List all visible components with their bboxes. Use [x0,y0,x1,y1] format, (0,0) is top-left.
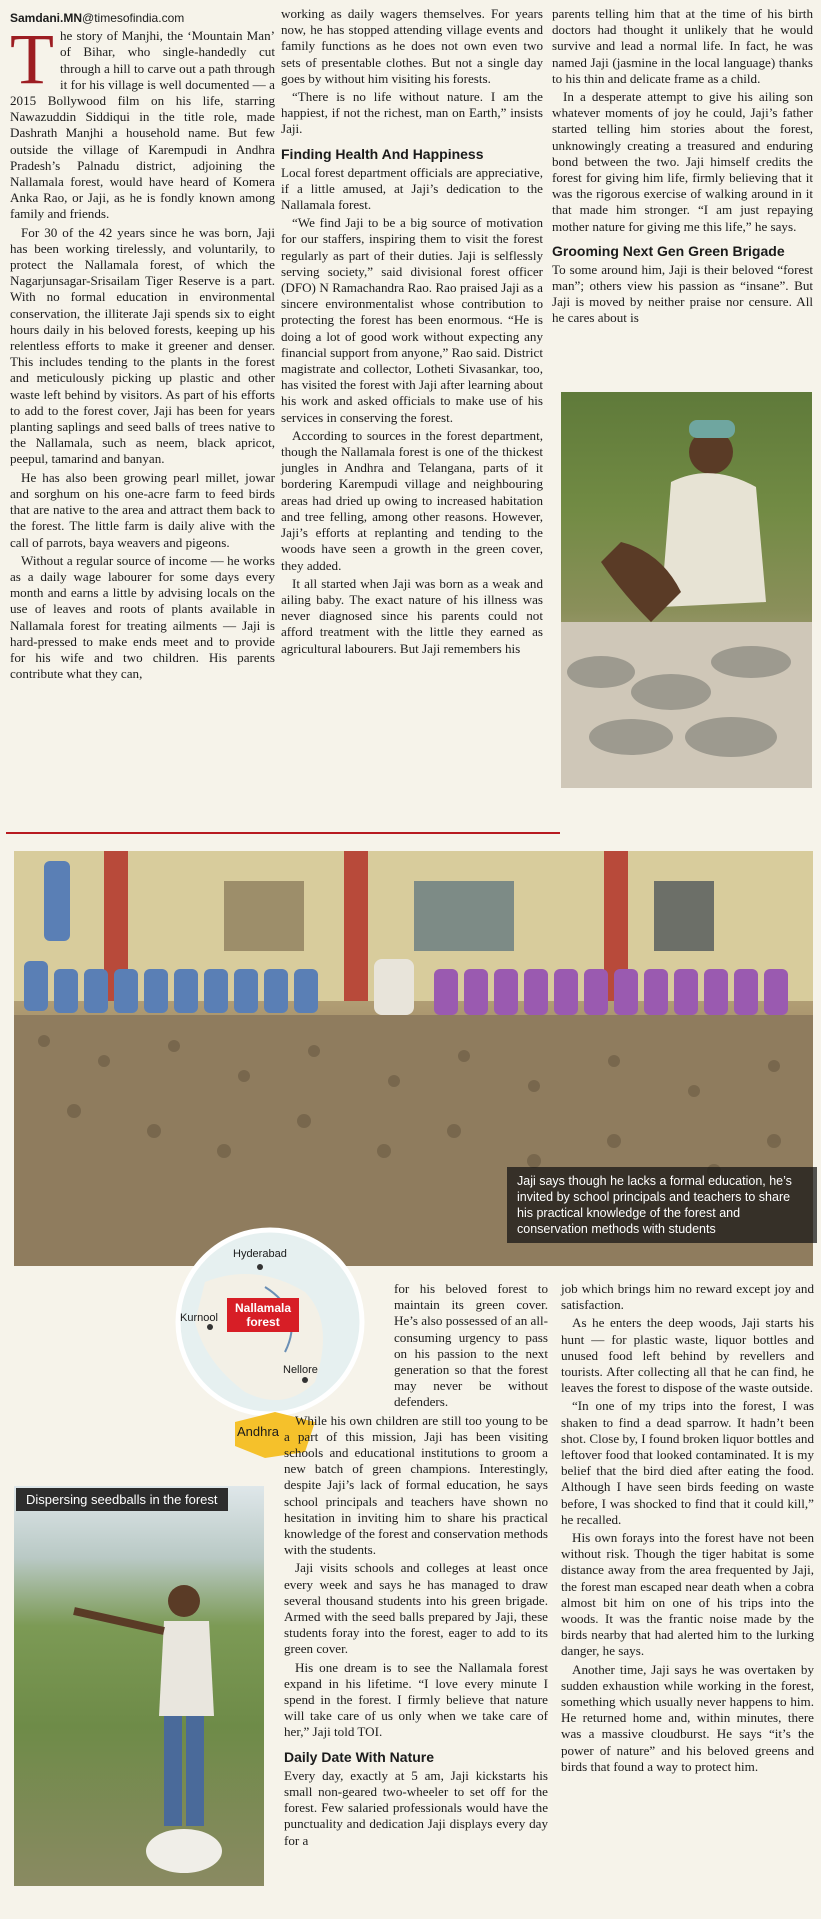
paragraph: job which brings him no reward except joy and satisfaction. [561,1281,814,1313]
photo-caption: Jaji says though he lacks a formal education, he’s invited by school principals and teachers to share his practical knowledge of the forest and conservation methods with students [507,1167,817,1243]
portrait-illustration [561,392,812,788]
paragraph: “There is no life without nature. I am the happiest, if not the richest, man on Earth,” insists Jaji. [281,89,543,137]
paragraph: His one dream is to see the Nallamala forest expand in his lifetime. “I love every minute I spend in the forest. I firmly believe that nature will take care of us only when we take care of her,” Jaji told TOI. [284,1659,548,1740]
paragraph: Without a regular source of income — he works as a daily wage labourer for some days every month and earns a little by advising locals on the use of leaves and roots of plants available in Nallamala forest for treating ailments — Jaji is hard-pressed to make ends meet and to provide for his wife and two children. His parents contribute what they can, [10,552,275,682]
paragraph: Jaji visits schools and colleges at least once every week and says he has managed to draw several thousand students into his green brigade. Armed with the seed balls prepared by Jaji, these students foray into the forest, eager to add to its green cover. [284,1560,548,1657]
drop-cap: T [10,19,54,100]
paragraph: Local forest department officials are appreciative, if a little amused, at Jaji’s dedication to the Nallamala forest. [281,164,543,213]
paragraph: He has also been growing pearl millet, jowar and sorghum on his one-acre farm to feed birds that are native to the area and attract them back to the forest. The little farm is daily alive with the call of parrots, baya weavers and pigeons. [10,469,275,550]
article-column-2 [281,6,543,659]
forest-label-line1: Nallamala [235,1301,292,1315]
paragraph: In a desperate attempt to give his ailing son whatever moments of joy he could, Jaji’s father started telling him stories about the forest, unknowingly creating a treasured and enduring bond between the two. Jaji himself credits the forest for giving him life, firmly believing that it was the rigorous exercise of walking around in it that made him stronger. “I am just repaying mother nature for giving me this life,” he says. [552,89,813,234]
photo-jaji-with-seedballs [561,392,812,788]
paragraph: It all started when Jaji was born as a weak and ailing baby. The exact nature of his illness was never diagnosed since his parents could not afford treatment with the little they earned as agricultural labourers. But Jaji remembers his [281,575,543,656]
paragraph: “We find Jaji to be a big source of motivation for our staffers, inspiring them to visit the forest regularly as part of their duties. Jaji is selflessly serving society,” said divisional forest officer (DFO) N Ramachandra Rao. Rao praised Jaji as a sincere environmentalist whose contribution to protecting the forest has been enormous. “He is doing a lot of good work without expecting any financial support from anyone,” Rao said. District magistrate and collector, Lotheti Sivasankar, too, has visited the forest with Jaji after learning about his work and asked officials to make use of his services in conserving the forest. [281,215,543,425]
paragraph: According to sources in the forest department, though the Nallamala forest is one of the thickest jungles in Andhra and Telangana, parts of it bordering Karempudi village and neighbouring areas had dried up owing to increased habitation and tree felling, among other reasons. However, Jaji’s efforts at replanting and tending to the woods have seen a growth in the green cover, they added. [281,427,543,573]
map-label-andhra: Andhra [237,1424,279,1439]
paragraph: To some around him, Jaji is their beloved “forest man”; others view his passion as “insane”. But Jaji is moved by neither praise nor censure. All he cares about is [552,261,813,326]
photo-label: Dispersing seedballs in the forest [16,1488,228,1511]
paragraph: While his own children are still too young to be a part of this mission, Jaji has been visiting schools and educational institutions to groom a new batch of green champions. Interestingly, despite Jaji’s lack of formal education, he says school principals and teachers have shown no hesitation in inviting him to share his practical knowledge of the forest and conservation methods with the students. [284,1412,548,1558]
article-column-3 [552,6,813,329]
paragraph: His own forays into the forest have not been without risk. Though the tiger habitat is some distance away from the area frequented by Jaji, the forest man escaped near death when a cobra almost bit him on one of his trips into the woods. It was the frantic noise made by the birds nearby that had alerted him to the lurking danger, he says. [561,1530,814,1659]
article-column-1 [10,10,275,684]
paragraph: “In one of my trips into the forest, I was shaken to find a dead sparrow. It hadn’t been shot. Close by, I found broken liquor bottles and leftover food that looked contaminated. It is my belief that the bird died after eating the food. Although I have seen birds feeding on waste before, I was shocked to find that it could kill,” he recalled. [561,1398,814,1527]
map-label-kurnool: Kurnool [180,1312,218,1324]
article-column-4 [284,1281,548,1851]
map-label-hyderabad: Hyderabad [233,1248,287,1260]
article-column-5 [561,1281,814,1777]
paragraph: Another time, Jaji says he was overtaken by sudden exhaustion while working in the forest, something which usually never happens to him. He returned home and, within minutes, there was a massive cloudburst. He says “it’s the power of nature” and his beloved greens and birds that found a way to protect him. [561,1661,814,1774]
paragraph: For 30 of the 42 years since he was born, Jaji has been working tirelessly, and voluntarily, to protect the Nallamala forest, of which the Nagarjunsagar-Srisailam Tiger Reserve is a part. With no formal education in environmental conservation, the illiterate Jaji spends six to eight hours daily in his beloved forests, keeping up his relentless efforts to make it greener and denser. This includes tending to the plants in the forest and meticulously picking up plastic and other waste left behind by visitors. As part of his efforts to add to the forest cover, Jaji has been for years planting saplings and seed balls of trees native to the Nallamala, such as neem, black apricot, peepul, tamarind and banyan. [10,224,275,467]
section-heading: Daily Date With Nature [284,1748,435,1765]
section-heading: Finding Health And Happiness [281,145,484,162]
paragraph: working as daily wagers themselves. For years now, he has stopped attending village events and family functions as he does not own even two sets of presentable clothes. But not a single day goes by without him visiting his forests. [281,6,543,86]
byline: Samdani.MN@timesofindia.com [10,11,185,25]
lead-paragraph: The story of Manjhi, the ‘Mountain Man’ of Bihar, who single-handedly cut through a hill to carve out a path through it for his village is well documented — a 2015 Bollywood film on his life, starring Nawazuddin Siddiqui in the title role, made Dashrath Manjhi a household name. But few outside the village of Karempudi in Andhra Pradesh’s Palnadu district, adjoining the Nallamala forest, would have heard of Komera Anka Rao, or Jaji, as he is fondly known among family and friends. [10,19,275,222]
divider-rule [6,832,560,834]
seedball-man-illustration [14,1486,264,1886]
map-label-nellore: Nellore [283,1364,318,1376]
paragraph: parents telling him that at the time of his birth doctors had thought it unlikely that he would survive and lead a normal life. In fact, he was named Jaji (jasmine in the local language) thanks to his thin and delicate frame as a child. [552,6,813,86]
forest-label-line2: forest [246,1315,280,1329]
section-heading: Grooming Next Gen Green Brigade [552,242,785,259]
paragraph: Every day, exactly at 5 am, Jaji kickstarts his small non-geared two-wheeler to set off for the forest. Few salaried professionals would have the punctuality and dedication Jaji displays every day for a [284,1767,548,1848]
photo-dispersing-seedballs [14,1486,264,1886]
paragraph: for his beloved forest to maintain its green cover. He’s also possessed of an all-consuming urgency to pass on his passion to the next generation so that the forest may never be without defenders. [394,1281,548,1410]
paragraph: As he enters the deep woods, Jaji starts his hunt — for plastic waste, liquor bottles and unused food left behind by revellers and tourists. After collecting all that he can find, he leaves the forest to dispose of the waste outside. [561,1315,814,1396]
